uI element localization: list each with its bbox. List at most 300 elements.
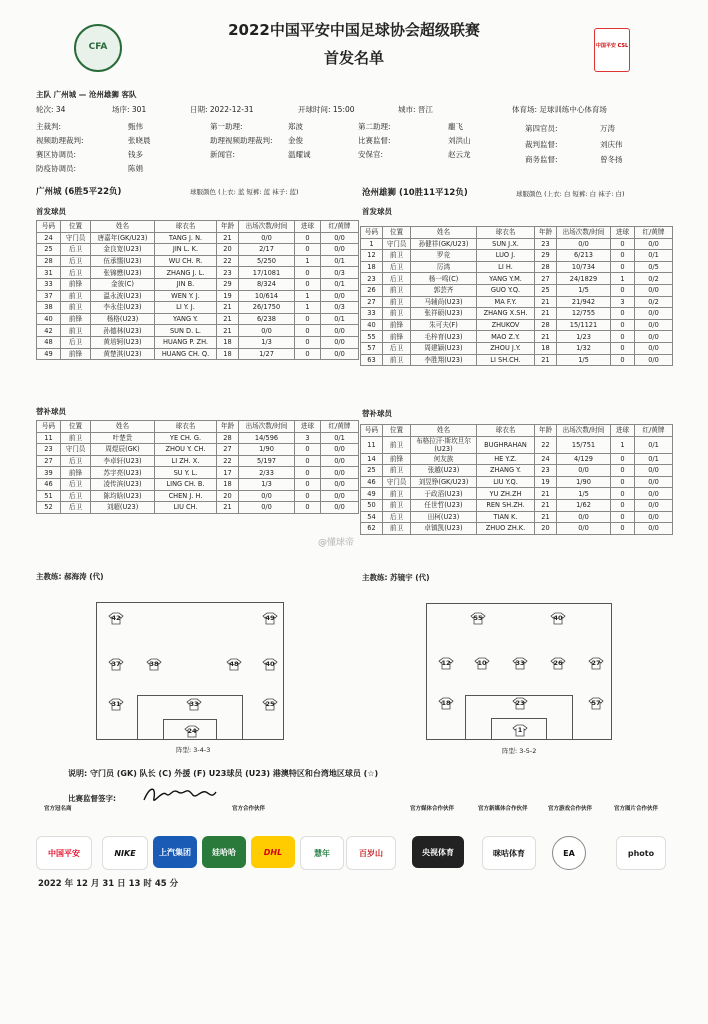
official-label: 助理视频助理裁判: bbox=[210, 136, 273, 145]
table-cell: 23 bbox=[217, 267, 239, 279]
table-cell: 0 bbox=[611, 284, 635, 296]
table-cell: 63 bbox=[361, 354, 383, 366]
table-cell: TIAN K. bbox=[477, 511, 535, 523]
official-label: 视频助理裁判: bbox=[36, 136, 84, 145]
table-cell: 6/213 bbox=[557, 250, 611, 262]
table-cell: ZHUO ZH.K. bbox=[477, 523, 535, 535]
home-team-name: 广州城 (6胜5平22负) bbox=[36, 187, 122, 197]
table-cell: LI ZH. X. bbox=[155, 455, 217, 467]
column-header: 球衣名 bbox=[477, 425, 535, 437]
away-subs-table bbox=[360, 424, 673, 535]
table-cell: 1/5 bbox=[557, 488, 611, 500]
away-shirt-number: 57 bbox=[591, 699, 601, 707]
table-cell: 前卫 bbox=[61, 290, 91, 302]
table-cell: 0 bbox=[611, 354, 635, 366]
table-cell: 21 bbox=[535, 308, 557, 320]
table-cell: 金良宽(U23) bbox=[91, 244, 155, 256]
table-cell: 18 bbox=[217, 336, 239, 348]
home-shirt-number: 31 bbox=[111, 700, 121, 708]
home-coach: 主教练: 郝海涛 (代) bbox=[36, 572, 104, 581]
home-shirt-number: 37 bbox=[111, 660, 121, 668]
table-cell: 1 bbox=[295, 302, 321, 314]
table-cell: 后卫 bbox=[383, 342, 411, 354]
official-value: 温耀诚 bbox=[288, 150, 311, 159]
sponsor-category: 官方冠名商 bbox=[44, 806, 72, 812]
table-cell: 朱可夫(F) bbox=[411, 319, 477, 331]
official-value: 刘洪山 bbox=[448, 136, 471, 145]
official-label: 第二助理: bbox=[358, 122, 391, 131]
table-cell: 0/1 bbox=[321, 255, 359, 267]
home-shirt bbox=[262, 612, 278, 625]
official-value: 钱多 bbox=[128, 150, 143, 159]
away-starters-table bbox=[360, 226, 673, 366]
column-header: 进球 bbox=[611, 425, 635, 437]
table-row bbox=[361, 354, 673, 366]
sponsor-category: 官方新媒体合作伙伴 bbox=[478, 806, 528, 812]
table-cell: 李卓轩(U23) bbox=[91, 455, 155, 467]
away-starters-label: 首发球员 bbox=[362, 207, 392, 216]
sponsor-category: 官方游戏合作伙伴 bbox=[548, 806, 593, 812]
table-cell: 0 bbox=[611, 331, 635, 343]
sponsor-logo-nike: NIKE bbox=[102, 836, 148, 870]
table-cell: 42 bbox=[37, 325, 61, 337]
table-cell: BUGHRAHAN bbox=[477, 436, 535, 453]
table-cell: 前卫 bbox=[61, 302, 91, 314]
table-cell: 1/3 bbox=[239, 478, 295, 490]
watermark: @懂球帝 bbox=[318, 538, 355, 548]
away-shirt-number: 12 bbox=[441, 659, 451, 667]
table-cell: 1 bbox=[295, 290, 321, 302]
table-cell: 伍承懦(U23) bbox=[91, 255, 155, 267]
table-cell: 40 bbox=[361, 319, 383, 331]
table-cell: 17/1081 bbox=[239, 267, 295, 279]
sponsor-logo-wahaha: 娃哈哈 bbox=[202, 836, 246, 868]
column-header: 红/黄牌 bbox=[321, 421, 359, 433]
table-cell: 29 bbox=[217, 278, 239, 290]
table-cell: 0/2 bbox=[635, 296, 673, 308]
away-shirt-number: 10 bbox=[477, 659, 487, 667]
table-cell: CHEN J. H. bbox=[155, 490, 217, 502]
cfa-logo-text: CFA bbox=[88, 42, 108, 52]
table-cell: 0 bbox=[295, 313, 321, 325]
table-cell: 前锋 bbox=[383, 319, 411, 331]
match-no: 场序: 301 bbox=[112, 105, 147, 114]
table-cell: 0/0 bbox=[635, 354, 673, 366]
table-cell: 李胜翔(U23) bbox=[411, 354, 477, 366]
table-cell: LIU Y.Q. bbox=[477, 476, 535, 488]
table-cell: 0/0 bbox=[321, 455, 359, 467]
table-header bbox=[37, 221, 359, 233]
table-row bbox=[361, 476, 673, 488]
table-cell: 0/1 bbox=[321, 278, 359, 290]
table-cell: 前卫 bbox=[383, 354, 411, 366]
table-cell: 21 bbox=[217, 232, 239, 244]
table-cell: ZHOU J.Y. bbox=[477, 342, 535, 354]
official-value: 张晓晨 bbox=[128, 136, 151, 145]
official-value: 龐飞 bbox=[448, 122, 463, 131]
table-cell: 0 bbox=[295, 244, 321, 256]
table-cell: 0 bbox=[611, 523, 635, 535]
table-cell: 38 bbox=[37, 302, 61, 314]
table-cell: 0/0 bbox=[557, 511, 611, 523]
table-cell: 18 bbox=[217, 348, 239, 360]
column-header: 号码 bbox=[361, 425, 383, 437]
table-row bbox=[37, 267, 359, 279]
table-row bbox=[37, 232, 359, 244]
away-shirt-number: 27 bbox=[591, 659, 601, 667]
table-cell: 守门员 bbox=[383, 238, 411, 250]
table-cell: YANG Y.M. bbox=[477, 273, 535, 285]
kickoff: 开球时间: 15:00 bbox=[298, 105, 355, 114]
home-formation: 阵型: 3-4-3 bbox=[176, 746, 211, 754]
table-cell: 40 bbox=[37, 313, 61, 325]
table-cell: 0/0 bbox=[321, 290, 359, 302]
table-cell: 28 bbox=[535, 319, 557, 331]
away-shirt-number: 1 bbox=[517, 726, 523, 734]
table-row bbox=[361, 284, 673, 296]
official-value: 曾冬扬 bbox=[600, 155, 623, 164]
table-cell: JIN B. bbox=[155, 278, 217, 290]
table-cell: 0 bbox=[295, 444, 321, 456]
away-shirt-number: 55 bbox=[473, 614, 483, 622]
table-cell: MAO Z.Y. bbox=[477, 331, 535, 343]
city: 城市: 晋江 bbox=[398, 105, 433, 114]
column-header: 姓名 bbox=[91, 221, 155, 233]
table-cell: 1/23 bbox=[557, 331, 611, 343]
table-cell: JIN L. K. bbox=[155, 244, 217, 256]
table-cell: 前卫 bbox=[383, 523, 411, 535]
stadium: 体育场: 足球训练中心体育场 bbox=[512, 105, 607, 114]
away-kit: 球服颜色 (上衣: 白 短裤: 白 袜子: 白) bbox=[516, 190, 625, 198]
away-shirt-number: 33 bbox=[515, 659, 525, 667]
table-cell: 后卫 bbox=[61, 244, 91, 256]
table-row bbox=[37, 467, 359, 479]
table-row bbox=[361, 308, 673, 320]
column-header: 号码 bbox=[37, 421, 61, 433]
table-cell: 21 bbox=[217, 325, 239, 337]
table-cell: 12 bbox=[361, 250, 383, 262]
table-cell: 18 bbox=[217, 478, 239, 490]
table-cell: 0/0 bbox=[635, 465, 673, 477]
table-cell: 0 bbox=[295, 232, 321, 244]
table-cell: 前锋 bbox=[61, 313, 91, 325]
table-cell: 0 bbox=[611, 499, 635, 511]
page-subtitle: 首发名单 bbox=[323, 49, 384, 67]
table-cell: 0/0 bbox=[321, 490, 359, 502]
table-cell: 21 bbox=[535, 331, 557, 343]
table-cell: 前卫 bbox=[383, 465, 411, 477]
table-cell: 25 bbox=[535, 284, 557, 296]
table-cell: 21 bbox=[535, 354, 557, 366]
table-cell: ZHANG X.SH. bbox=[477, 308, 535, 320]
table-cell: 前锋 bbox=[61, 278, 91, 290]
table-cell: 后卫 bbox=[61, 255, 91, 267]
table-cell: 0/1 bbox=[321, 432, 359, 444]
table-cell: WEN Y. J. bbox=[155, 290, 217, 302]
table-cell: 张锦懋(U23) bbox=[91, 267, 155, 279]
table-cell: 唐嘉年(GK/U23) bbox=[91, 232, 155, 244]
table-cell: 0/0 bbox=[557, 523, 611, 535]
table-row bbox=[361, 250, 673, 262]
table-cell: 后卫 bbox=[383, 261, 411, 273]
home-shirt-number: 40 bbox=[265, 660, 275, 668]
table-cell: 3 bbox=[611, 296, 635, 308]
away-shirt bbox=[550, 612, 566, 625]
table-cell: 1/27 bbox=[239, 348, 295, 360]
table-cell: 杨一鸣(C) bbox=[411, 273, 477, 285]
home-shirt bbox=[226, 658, 242, 671]
table-cell: ZHANG Y. bbox=[477, 465, 535, 477]
official-value: 陈娟 bbox=[128, 164, 143, 173]
table-cell: 0 bbox=[295, 467, 321, 479]
table-cell: 20 bbox=[217, 244, 239, 256]
table-cell: 48 bbox=[37, 336, 61, 348]
table-cell: 24/1829 bbox=[557, 273, 611, 285]
table-row bbox=[361, 499, 673, 511]
official-label: 防疫协调员: bbox=[36, 164, 77, 173]
table-cell: 前卫 bbox=[61, 432, 91, 444]
table-cell: 陈均晗(U23) bbox=[91, 490, 155, 502]
sponsor-category: 官方媒体合作伙伴 bbox=[410, 806, 455, 812]
table-cell: 5/197 bbox=[239, 455, 295, 467]
table-cell: 24 bbox=[535, 453, 557, 465]
table-row bbox=[361, 331, 673, 343]
column-header: 球衣名 bbox=[477, 227, 535, 239]
official-value: 郑波 bbox=[288, 122, 303, 131]
table-cell: YU ZH.ZH bbox=[477, 488, 535, 500]
table-cell: 31 bbox=[37, 267, 61, 279]
table-cell: 0 bbox=[295, 348, 321, 360]
table-cell: LI H. bbox=[477, 261, 535, 273]
table-cell: 0/1 bbox=[635, 453, 673, 465]
table-cell: 21 bbox=[217, 502, 239, 514]
table-cell: 前卫 bbox=[383, 296, 411, 308]
table-cell: 20 bbox=[217, 490, 239, 502]
table-row bbox=[37, 490, 359, 502]
table-cell: 0/0 bbox=[635, 284, 673, 296]
table-cell: 0 bbox=[295, 502, 321, 514]
official-label: 安保官: bbox=[358, 150, 384, 159]
table-cell: 22 bbox=[217, 255, 239, 267]
table-cell: 20 bbox=[535, 523, 557, 535]
table-cell: SUN J.X. bbox=[477, 238, 535, 250]
table-cell: 1/5 bbox=[557, 354, 611, 366]
official-value: 万涛 bbox=[600, 124, 615, 133]
table-header bbox=[361, 227, 673, 239]
table-cell: 苏宇亮(U23) bbox=[91, 467, 155, 479]
away-shirt-number: 18 bbox=[441, 699, 451, 707]
table-cell: 8/324 bbox=[239, 278, 295, 290]
table-cell: 0 bbox=[611, 261, 635, 273]
table-cell: YE CH. G. bbox=[155, 432, 217, 444]
table-cell: 22 bbox=[535, 436, 557, 453]
home-shirt-number: 25 bbox=[265, 700, 275, 708]
table-row bbox=[37, 336, 359, 348]
column-header: 位置 bbox=[61, 421, 91, 433]
teams-line: 主队 广州城 — 沧州雄狮 客队 bbox=[36, 90, 137, 99]
table-cell: 后卫 bbox=[61, 336, 91, 348]
column-header: 进球 bbox=[295, 421, 321, 433]
away-shirt-number: 23 bbox=[515, 699, 525, 707]
table-cell: 温永波(U23) bbox=[91, 290, 155, 302]
table-cell: 50 bbox=[361, 499, 383, 511]
table-cell: 62 bbox=[361, 523, 383, 535]
table-cell: 黄楚淇(U23) bbox=[91, 348, 155, 360]
table-cell: 0/0 bbox=[321, 502, 359, 514]
table-cell: 46 bbox=[361, 476, 383, 488]
table-cell: 后卫 bbox=[61, 478, 91, 490]
column-header: 姓名 bbox=[91, 421, 155, 433]
table-row bbox=[37, 478, 359, 490]
table-cell: 后卫 bbox=[61, 267, 91, 279]
table-cell: 2/17 bbox=[239, 244, 295, 256]
table-cell: 21 bbox=[535, 296, 557, 308]
table-cell: 孙健祥(GK/U23) bbox=[411, 238, 477, 250]
column-header: 进球 bbox=[611, 227, 635, 239]
table-cell: 21 bbox=[217, 302, 239, 314]
table-cell: 0 bbox=[295, 336, 321, 348]
sponsor-logo-huinian: 慧年 bbox=[300, 836, 344, 870]
table-cell: 前锋 bbox=[383, 453, 411, 465]
table-cell: 0/0 bbox=[321, 467, 359, 479]
away-team-name: 沧州雄狮 (10胜11平12负) bbox=[362, 188, 468, 198]
table-cell: 1/90 bbox=[239, 444, 295, 456]
home-shirt bbox=[186, 698, 202, 711]
table-cell: 33 bbox=[37, 278, 61, 290]
table-cell: 0/0 bbox=[239, 490, 295, 502]
home-shirt-number: 48 bbox=[229, 660, 239, 668]
table-cell: MA F.Y. bbox=[477, 296, 535, 308]
away-coach: 主教练: 苏镜宇 (代) bbox=[362, 573, 430, 582]
table-cell: 前锋 bbox=[383, 331, 411, 343]
column-header: 年龄 bbox=[217, 421, 239, 433]
column-header: 球衣名 bbox=[155, 221, 217, 233]
home-shirt-number: 24 bbox=[187, 727, 197, 735]
table-cell: 0/0 bbox=[321, 232, 359, 244]
table-cell: YANG Y. bbox=[155, 313, 217, 325]
table-cell: 前卫 bbox=[383, 284, 411, 296]
column-header: 姓名 bbox=[411, 227, 477, 239]
column-header: 位置 bbox=[61, 221, 91, 233]
table-cell: 0/0 bbox=[321, 325, 359, 337]
home-shirt bbox=[184, 725, 200, 738]
table-cell: WU CH. R. bbox=[155, 255, 217, 267]
column-header: 位置 bbox=[383, 425, 411, 437]
table-cell: 26 bbox=[361, 284, 383, 296]
sponsor-category: 官方合作伙伴 bbox=[232, 806, 266, 812]
table-cell: 李永佳(U23) bbox=[91, 302, 155, 314]
home-kit: 球服颜色 (上衣: 蓝 短裤: 蓝 袜子: 蓝) bbox=[190, 188, 299, 196]
table-cell: 0/0 bbox=[635, 488, 673, 500]
table-cell: 1/62 bbox=[557, 499, 611, 511]
away-shirt bbox=[512, 697, 528, 710]
table-cell: 金彼(C) bbox=[91, 278, 155, 290]
table-cell: 马辅尚(U23) bbox=[411, 296, 477, 308]
table-cell: 15/751 bbox=[557, 436, 611, 453]
table-cell: 凌传滨(U23) bbox=[91, 478, 155, 490]
table-cell: 27 bbox=[361, 296, 383, 308]
table-cell: 14 bbox=[361, 453, 383, 465]
home-starters-label: 首发球员 bbox=[36, 207, 66, 216]
table-cell: 1/5 bbox=[557, 284, 611, 296]
table-cell: 6/238 bbox=[239, 313, 295, 325]
away-shirt bbox=[474, 657, 490, 670]
table-cell: 11 bbox=[361, 436, 383, 453]
table-cell: 0/3 bbox=[321, 302, 359, 314]
table-row bbox=[37, 455, 359, 467]
table-cell: 54 bbox=[361, 511, 383, 523]
table-cell: SU Y. L. bbox=[155, 467, 217, 479]
table-cell: 0/0 bbox=[635, 523, 673, 535]
table-row bbox=[37, 432, 359, 444]
table-cell: 前卫 bbox=[383, 488, 411, 500]
sponsor-logo-saic: 上汽集团 bbox=[153, 836, 197, 868]
column-header: 号码 bbox=[37, 221, 61, 233]
away-shirt-number: 40 bbox=[553, 614, 563, 622]
sponsor-category: 官方图片合作伙伴 bbox=[614, 806, 659, 812]
column-header: 出场次数/时间 bbox=[239, 421, 295, 433]
table-cell: 11 bbox=[37, 432, 61, 444]
away-subs-label: 替补球员 bbox=[362, 409, 392, 418]
table-cell: TANG J. N. bbox=[155, 232, 217, 244]
official-label: 赛区协调员: bbox=[36, 150, 77, 159]
table-row bbox=[37, 444, 359, 456]
table-cell: 0 bbox=[611, 476, 635, 488]
table-cell: 守门员 bbox=[61, 232, 91, 244]
table-cell: 0 bbox=[295, 267, 321, 279]
official-value: 赵云龙 bbox=[448, 150, 471, 159]
table-cell: LUO J. bbox=[477, 250, 535, 262]
table-header bbox=[361, 425, 673, 437]
table-row bbox=[361, 342, 673, 354]
table-cell: 0/0 bbox=[321, 444, 359, 456]
table-cell: 后卫 bbox=[61, 455, 91, 467]
table-cell: 0/0 bbox=[321, 348, 359, 360]
table-cell: 0 bbox=[611, 465, 635, 477]
table-cell: 于政滔(U23) bbox=[411, 488, 477, 500]
table-cell: 刘超(U23) bbox=[91, 502, 155, 514]
home-subs-label: 替补球员 bbox=[36, 407, 66, 416]
table-cell: 0 bbox=[295, 278, 321, 290]
table-cell: 25 bbox=[361, 465, 383, 477]
table-cell: 28 bbox=[535, 261, 557, 273]
table-cell: ZHUKOV bbox=[477, 319, 535, 331]
table-row bbox=[361, 261, 673, 273]
table-cell: 21 bbox=[217, 313, 239, 325]
home-pitch bbox=[96, 602, 284, 740]
official-value: 刘庆伟 bbox=[600, 140, 623, 149]
column-header: 年龄 bbox=[535, 425, 557, 437]
table-cell: 后卫 bbox=[383, 511, 411, 523]
sponsor-logo-ea: EA bbox=[552, 836, 586, 870]
table-cell: 22 bbox=[217, 455, 239, 467]
table-cell: 0/0 bbox=[239, 502, 295, 514]
table-cell: 后卫 bbox=[61, 502, 91, 514]
away-shirt bbox=[512, 657, 528, 670]
table-cell: 0/0 bbox=[635, 331, 673, 343]
column-header: 红/黄牌 bbox=[635, 425, 673, 437]
table-cell: 后卫 bbox=[61, 490, 91, 502]
table-cell: 后卫 bbox=[383, 273, 411, 285]
table-cell: 4/129 bbox=[557, 453, 611, 465]
table-cell: 1/32 bbox=[557, 342, 611, 354]
table-row bbox=[361, 436, 673, 453]
table-cell: 0 bbox=[611, 250, 635, 262]
table-cell: 29 bbox=[535, 250, 557, 262]
table-cell: 1 bbox=[361, 238, 383, 250]
table-cell: REN SH.ZH. bbox=[477, 499, 535, 511]
table-cell: 19 bbox=[217, 290, 239, 302]
